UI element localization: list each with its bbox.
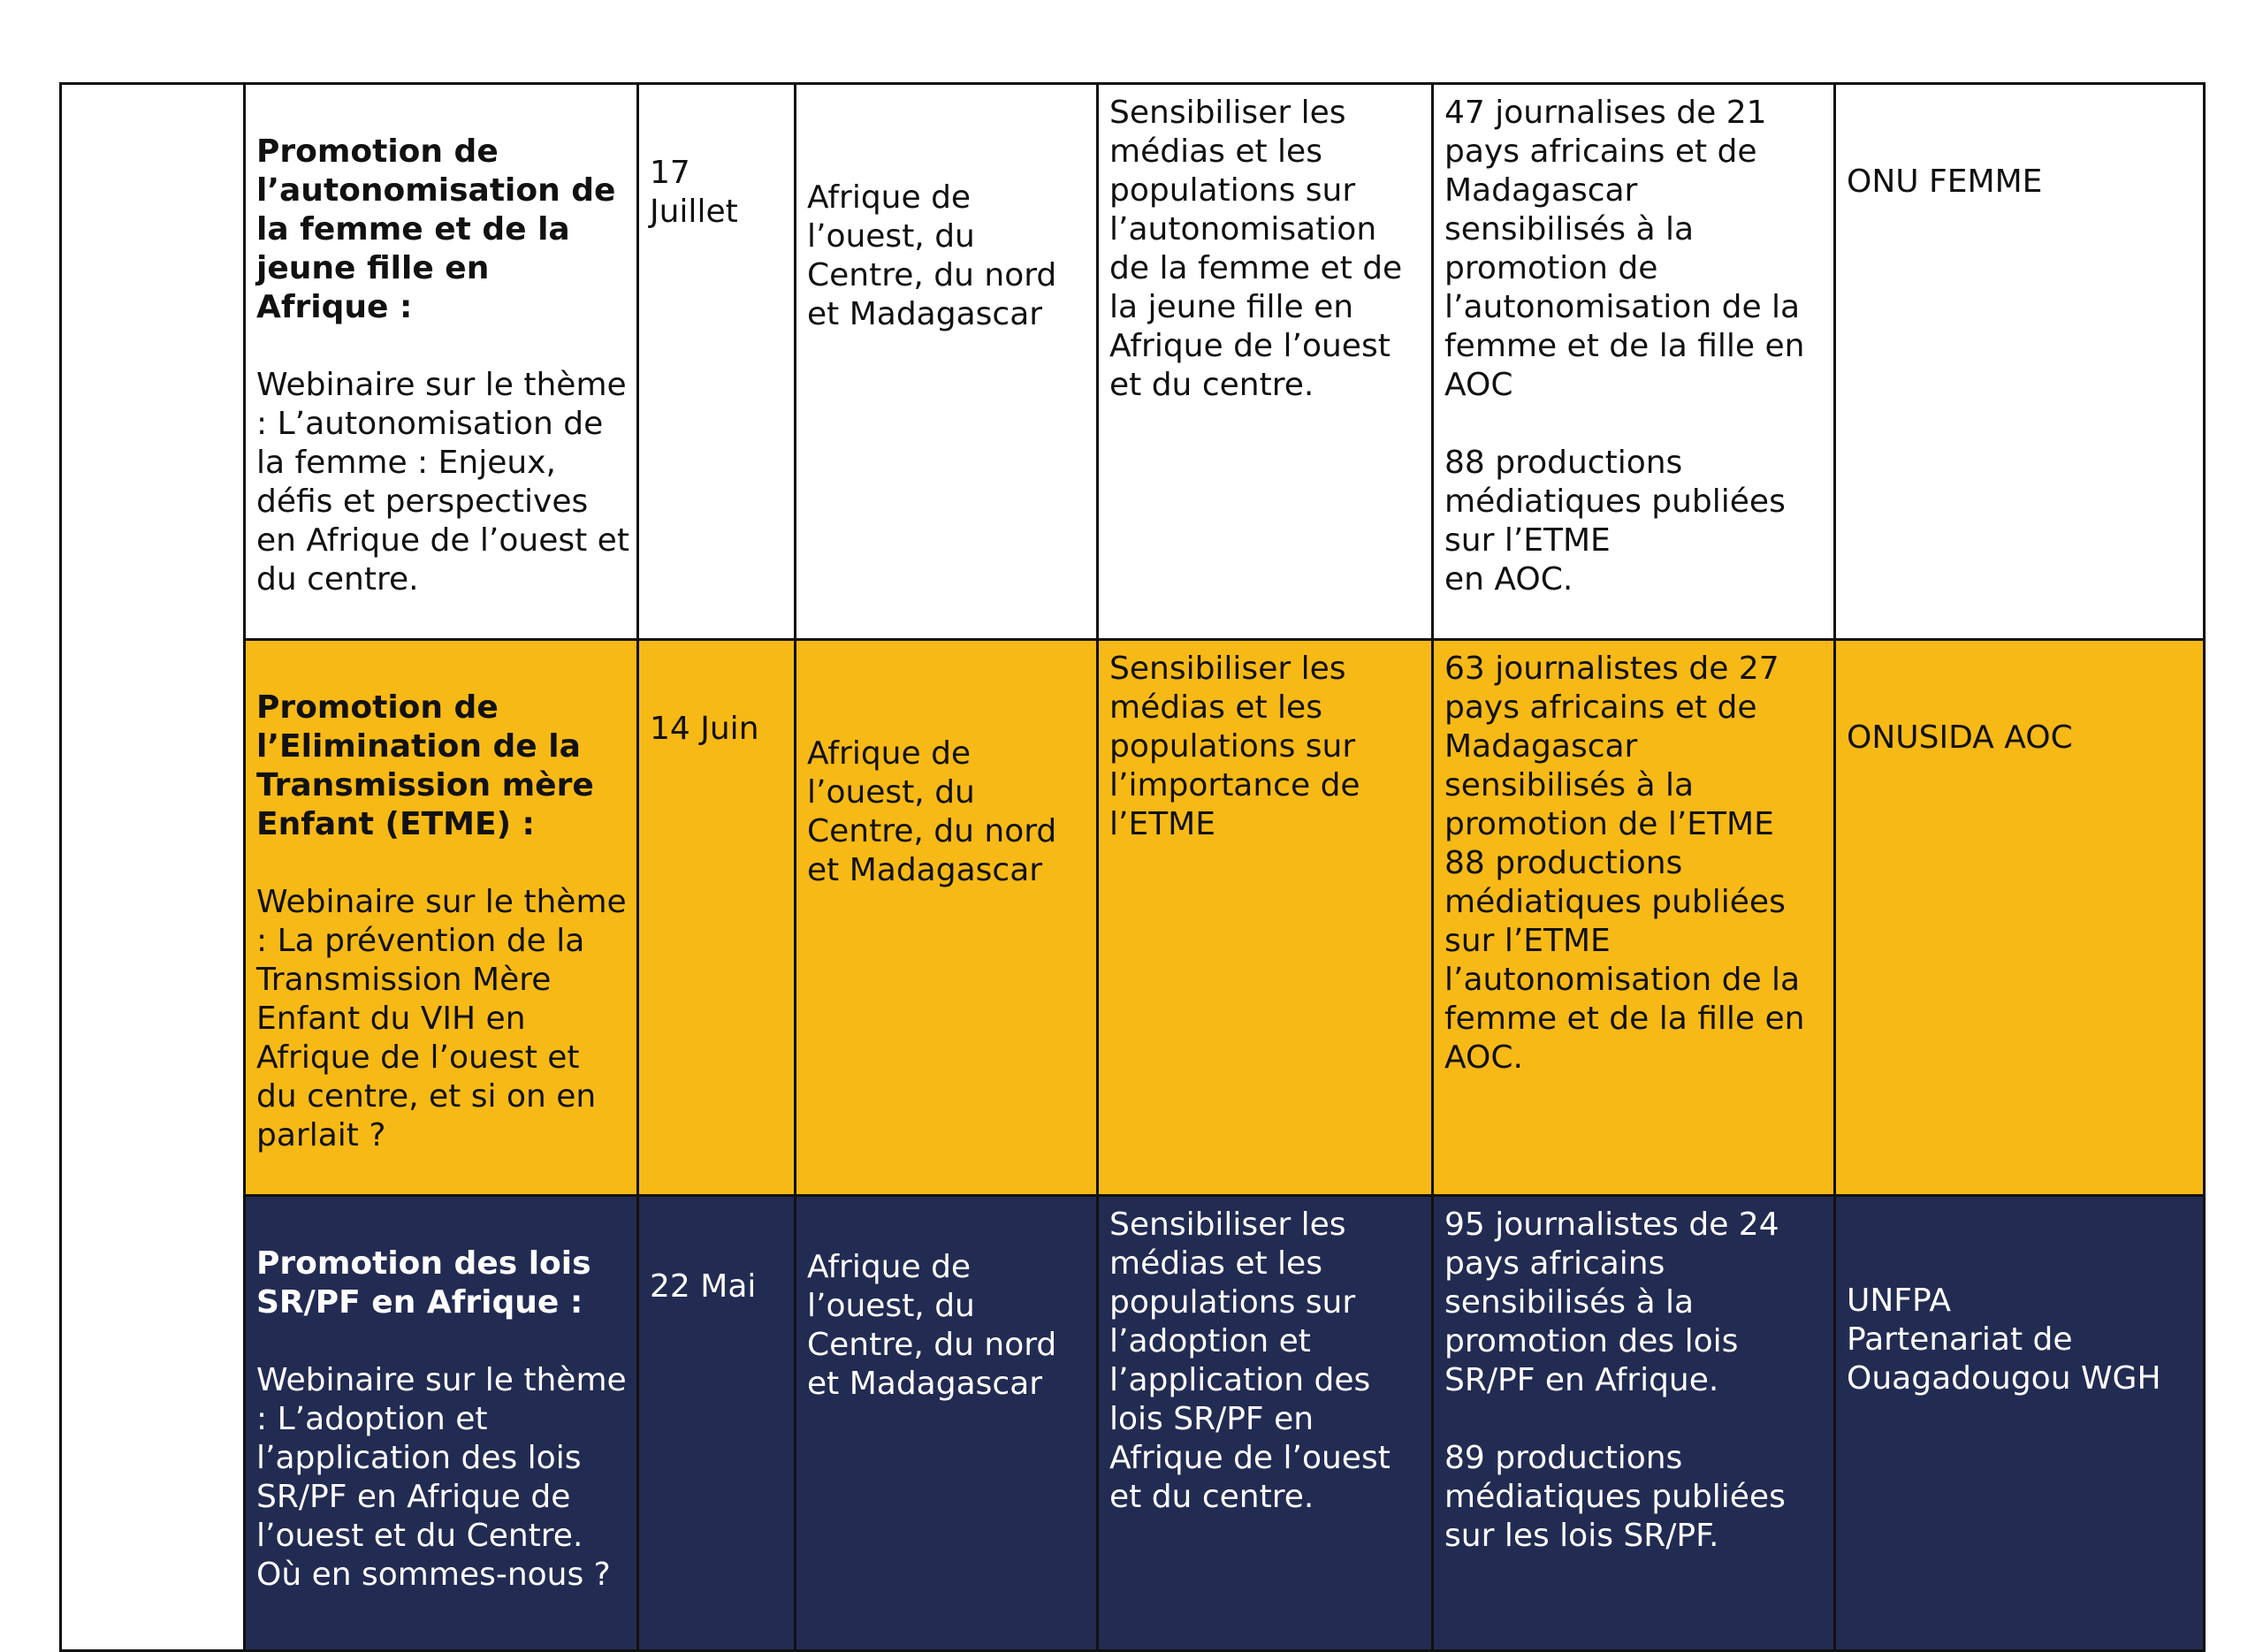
region-cell <box>796 1196 1098 1651</box>
objective-text: Sensibiliser les médias et les populations sur l’importance de l’ETME <box>1109 651 1360 842</box>
partner-text: ONUSIDA AOC <box>1847 719 2073 756</box>
results-cell <box>1433 84 1835 640</box>
results-text: 95 journalistes de 24 pays africains sensibilisés à la promotion des lois SR/PF en Afrique. 89 productions médiatiques publiées sur les lois SR/PF. <box>1444 1207 1786 1554</box>
activity-title: Promotion de l’autonomisation de la femme et de la jeune fille en Afrique : <box>256 133 616 325</box>
objective-cell <box>1098 1196 1433 1651</box>
activity-description: Webinaire sur le thème : La prévention de la Transmission Mère Enfant du VIH en Afrique de l’ouest et du centre, et si on en parlait ? <box>256 884 627 1153</box>
activity-title: Promotion de l’Elimination de la Transmission mère Enfant (ETME) : <box>256 689 594 842</box>
region-cell <box>796 84 1098 640</box>
table-row <box>61 84 2205 640</box>
partner-text: UNFPA Partenariat de Ouagadougou WGH <box>1847 1283 2161 1397</box>
objective-text: Sensibiliser les médias et les populations sur l’adoption et l’application des lois SR/PF en Afrique de l’ouest et du centre. <box>1109 1207 1391 1515</box>
results-cell <box>1433 640 1835 1196</box>
activity-description: Webinaire sur le thème : L’adoption et l’application des lois SR/PF en Afrique de l’ouest et du Centre. Où en sommes-nous ? <box>256 1362 627 1593</box>
results-text: 47 journalises de 21 pays africains et de Madagascar sensibilisés à la promotion de l’autonomisation de la femme et de la fille en AOC 88 productions médiatiques publiées sur l’ETME en AOC. <box>1444 95 1805 598</box>
activities-table <box>59 82 2206 1652</box>
region-cell <box>796 640 1098 1196</box>
empty-first-column <box>61 84 245 1651</box>
date-cell <box>638 84 796 640</box>
results-text: 63 journalistes de 27 pays africains et de Madagascar sensibilisés à la promotion de l’ETME 88 productions médiatiques publiées sur l’ETME l’autonomisation de la femme et de la fille en AOC. <box>1444 651 1805 1076</box>
activities-table-wrapper <box>59 82 2206 1652</box>
objective-cell <box>1098 640 1433 1196</box>
partner-cell <box>1835 1196 2205 1651</box>
date-text: 14 Juin <box>650 711 759 747</box>
date-cell <box>638 640 796 1196</box>
activity-title: Promotion des lois SR/PF en Afrique : <box>256 1245 591 1321</box>
activity-cell <box>245 84 638 640</box>
activity-cell <box>245 640 638 1196</box>
table-row <box>61 640 2205 1196</box>
partner-cell <box>1835 640 2205 1196</box>
activity-cell <box>245 1196 638 1651</box>
region-text: Afrique de l’ouest, du Centre, du nord et Madagascar <box>807 179 1057 332</box>
results-cell <box>1433 1196 1835 1651</box>
activity-description: Webinaire sur le thème : L’autonomisation de la femme : Enjeux, défis et perspectives en Afrique de l’ouest et du centre. <box>256 367 629 598</box>
objective-text: Sensibiliser les médias et les populations sur l’autonomisation de la femme et de la jeune fille en Afrique de l’ouest et du centre. <box>1109 95 1403 403</box>
date-text: 22 Mai <box>650 1268 757 1305</box>
date-cell <box>638 1196 796 1651</box>
objective-cell <box>1098 84 1433 640</box>
region-text: Afrique de l’ouest, du Centre, du nord et Madagascar <box>807 735 1057 888</box>
date-text: 17 Juillet <box>650 155 738 230</box>
region-text: Afrique de l’ouest, du Centre, du nord et Madagascar <box>807 1249 1057 1402</box>
table-row <box>61 1196 2205 1651</box>
partner-text: ONU FEMME <box>1847 164 2043 200</box>
partner-cell <box>1835 84 2205 640</box>
